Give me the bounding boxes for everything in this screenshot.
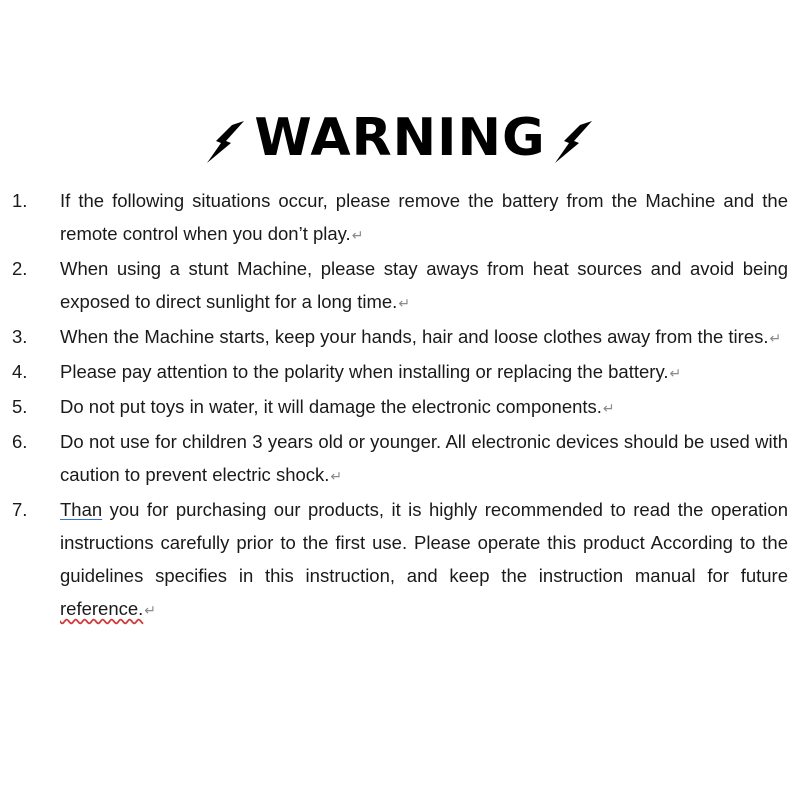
- item-number: 6.: [12, 431, 28, 452]
- item-text: Please pay attention to the polarity when installing or replacing the battery.↵: [60, 361, 682, 382]
- item-text: When using a stunt Machine, please stay aways from heat sources and avoid being exposed to direct sunlight for a long time.↵: [60, 258, 788, 312]
- warning-title: WARNING: [254, 108, 546, 168]
- paragraph-mark-icon: ↵: [602, 400, 615, 416]
- list-item: [0, 390, 800, 425]
- lightning-bolt-icon: [552, 119, 596, 165]
- item-text: Do not put toys in water, it will damage the electronic components.↵: [60, 396, 615, 417]
- paragraph-mark-icon: ↵: [351, 227, 364, 243]
- warning-list: [0, 184, 800, 627]
- item-text: If the following situations occur, please remove the battery from the Machine and the remote control when you don’t play.↵: [60, 190, 788, 244]
- paragraph-mark-icon: ↵: [669, 365, 682, 381]
- item-text: Do not use for children 3 years old or younger. All electronic devices should be used with caution to prevent electric shock.↵: [60, 431, 788, 485]
- list-item: [0, 425, 800, 493]
- grammar-flag-word[interactable]: Than: [60, 499, 103, 520]
- paragraph-mark-icon: ↵: [398, 295, 411, 311]
- item-number: 3.: [12, 326, 28, 347]
- lightning-bolt-icon: [204, 119, 248, 165]
- spelling-flag-word[interactable]: reference.: [60, 598, 144, 619]
- list-item: [0, 320, 800, 355]
- list-item: [0, 184, 800, 252]
- list-item: [0, 355, 800, 390]
- item-number: 7.: [12, 499, 28, 520]
- item-text: When the Machine starts, keep your hands, hair and loose clothes away from the tires.↵: [60, 326, 782, 347]
- item-number: 2.: [12, 258, 28, 279]
- item-number: 4.: [12, 361, 28, 382]
- item-number: 5.: [12, 396, 28, 417]
- warning-header: [0, 108, 800, 168]
- item-text: Than you for purchasing our products, it is highly recommended to read the operation instructions carefully prior to the first use. Please operate this product According to the guidelines specifies in this instruction, and keep the instruction manual for future reference.↵: [60, 499, 788, 619]
- list-item: [0, 252, 800, 320]
- paragraph-mark-icon: ↵: [144, 602, 157, 618]
- list-item: [0, 493, 800, 627]
- item-number: 1.: [12, 190, 28, 211]
- paragraph-mark-icon: ↵: [769, 330, 782, 346]
- paragraph-mark-icon: ↵: [330, 468, 343, 484]
